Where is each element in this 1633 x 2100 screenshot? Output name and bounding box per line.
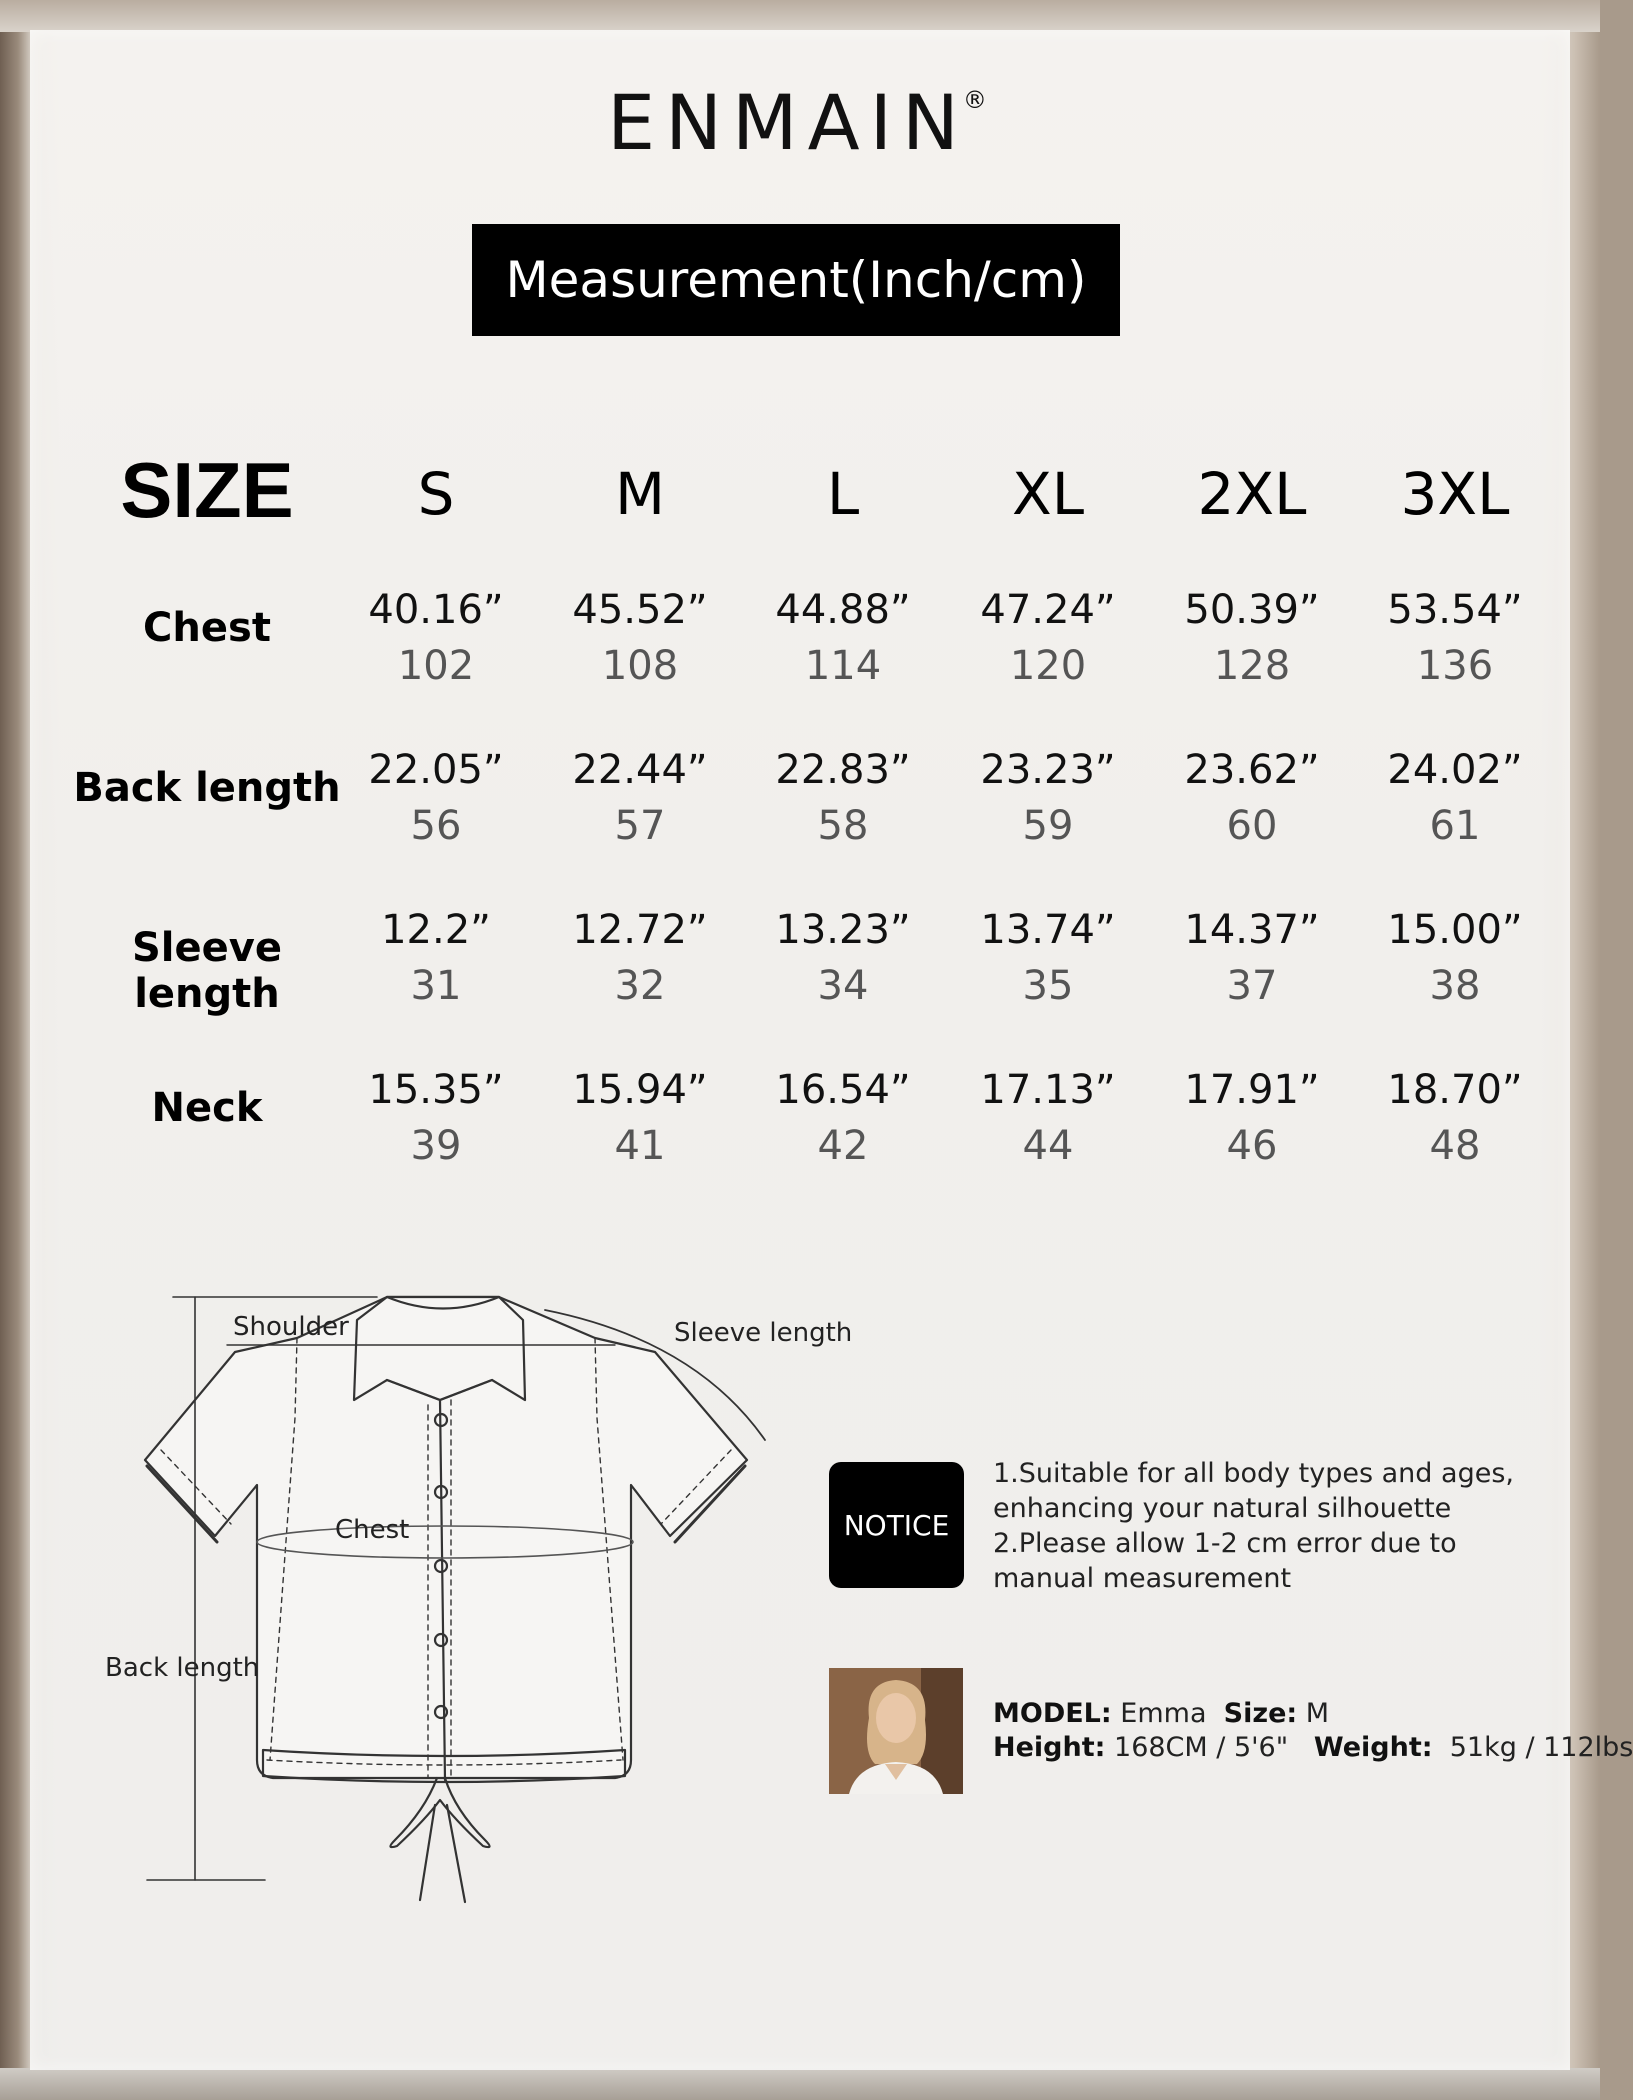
measurement-title [472,224,1120,336]
model-portrait-icon [829,1668,963,1794]
inch-value: 47.24” [980,587,1116,633]
cm-value: 38 [1429,963,1481,1009]
cm-value: 34 [817,963,869,1009]
height-value: 168CM / 5'6" [1114,1732,1289,1763]
measurement-row-label: Back length [73,765,341,811]
shoulder-label: Shoulder [233,1312,349,1342]
inch-value: 14.37” [1184,907,1320,953]
notice-line: manual measurement [993,1563,1292,1594]
cm-value: 42 [817,1123,869,1169]
cm-value: 58 [817,803,869,849]
cm-value: 57 [614,803,666,849]
height-label: Height: [993,1732,1106,1763]
cm-value: 31 [410,963,462,1009]
model-label: MODEL: [993,1698,1112,1729]
weight-label: Weight: [1313,1732,1433,1763]
cm-value: 37 [1226,963,1278,1009]
inch-value: 18.70” [1387,1067,1523,1113]
size-label: Size: [1223,1698,1298,1729]
cm-value: 59 [1022,803,1074,849]
inch-value: 40.16” [368,587,504,633]
weight-value: 51kg / 112lbs [1449,1732,1633,1763]
inch-value: 17.91” [1184,1067,1320,1113]
inch-value: 12.72” [572,907,708,953]
cm-value: 39 [410,1123,462,1169]
inch-value: 53.54” [1387,587,1523,633]
notice-line: 2.Please allow 1-2 cm error due to [993,1528,1457,1559]
notice-text [993,1456,1533,1596]
model-line-1 [993,1697,1633,1731]
inch-value: 22.83” [775,747,911,793]
inch-value: 15.00” [1387,907,1523,953]
inch-value: 22.05” [368,747,504,793]
cm-value: 102 [397,643,475,689]
model-info [993,1697,1633,1765]
size-column-header: 3XL [1400,460,1510,528]
model-photo [829,1668,963,1794]
cm-value: 35 [1022,963,1074,1009]
inch-value: 13.74” [980,907,1116,953]
sleeve-length-label: Sleeve length [674,1318,853,1348]
cm-value: 56 [410,803,462,849]
cm-value: 48 [1429,1123,1481,1169]
size-header: SIZE [120,446,294,534]
size-column-header: S [417,460,455,528]
background-top [0,0,1600,32]
inch-value: 45.52” [572,587,708,633]
inch-value: 50.39” [1184,587,1320,633]
cm-value: 46 [1226,1123,1278,1169]
size-column-header: L [826,460,860,528]
title-text: Measurement(Inch/cm) [505,251,1087,309]
measurement-row-label: Neck [151,1085,263,1131]
size-column-header: XL [1011,460,1085,528]
model-line-2 [993,1731,1633,1765]
inch-value: 15.35” [368,1067,504,1113]
cm-value: 114 [804,643,882,689]
size-value: M [1305,1698,1330,1729]
inch-value: 17.13” [980,1067,1116,1113]
brand-logo [0,78,1600,167]
cm-value: 136 [1416,643,1494,689]
size-column-header: 2XL [1197,460,1307,528]
shirt-illustration-icon [95,1280,855,1920]
inch-value: 16.54” [775,1067,911,1113]
inch-value: 24.02” [1387,747,1523,793]
model-value: Emma [1120,1698,1207,1729]
background-bottom [0,2068,1600,2100]
notice-line: 1.Suitable for all body types and ages, [993,1458,1514,1489]
cm-value: 108 [601,643,679,689]
notice-badge [829,1462,964,1588]
inch-value: 15.94” [572,1067,708,1113]
chest-label: Chest [335,1515,410,1545]
measurement-row-label: Sleeve length [132,925,282,1017]
notice-badge-text: NOTICE [843,1508,950,1542]
cm-value: 128 [1213,643,1291,689]
inch-value: 23.62” [1184,747,1320,793]
cm-value: 61 [1429,803,1481,849]
cm-value: 32 [614,963,666,1009]
cm-value: 60 [1226,803,1278,849]
measurement-row-label: Chest [143,605,271,651]
inch-value: 44.88” [775,587,911,633]
brand-name: ENMAIN [607,78,969,167]
inch-value: 22.44” [572,747,708,793]
cm-value: 41 [614,1123,666,1169]
inch-value: 12.2” [381,907,491,953]
registered-mark: ® [962,86,987,114]
back-length-label: Back length [105,1653,260,1683]
shirt-diagram [95,1280,855,1920]
cm-value: 120 [1009,643,1087,689]
notice-line: enhancing your natural silhouette [993,1493,1452,1524]
size-column-header: M [614,460,666,528]
cm-value: 44 [1022,1123,1074,1169]
inch-value: 13.23” [775,907,911,953]
inch-value: 23.23” [980,747,1116,793]
